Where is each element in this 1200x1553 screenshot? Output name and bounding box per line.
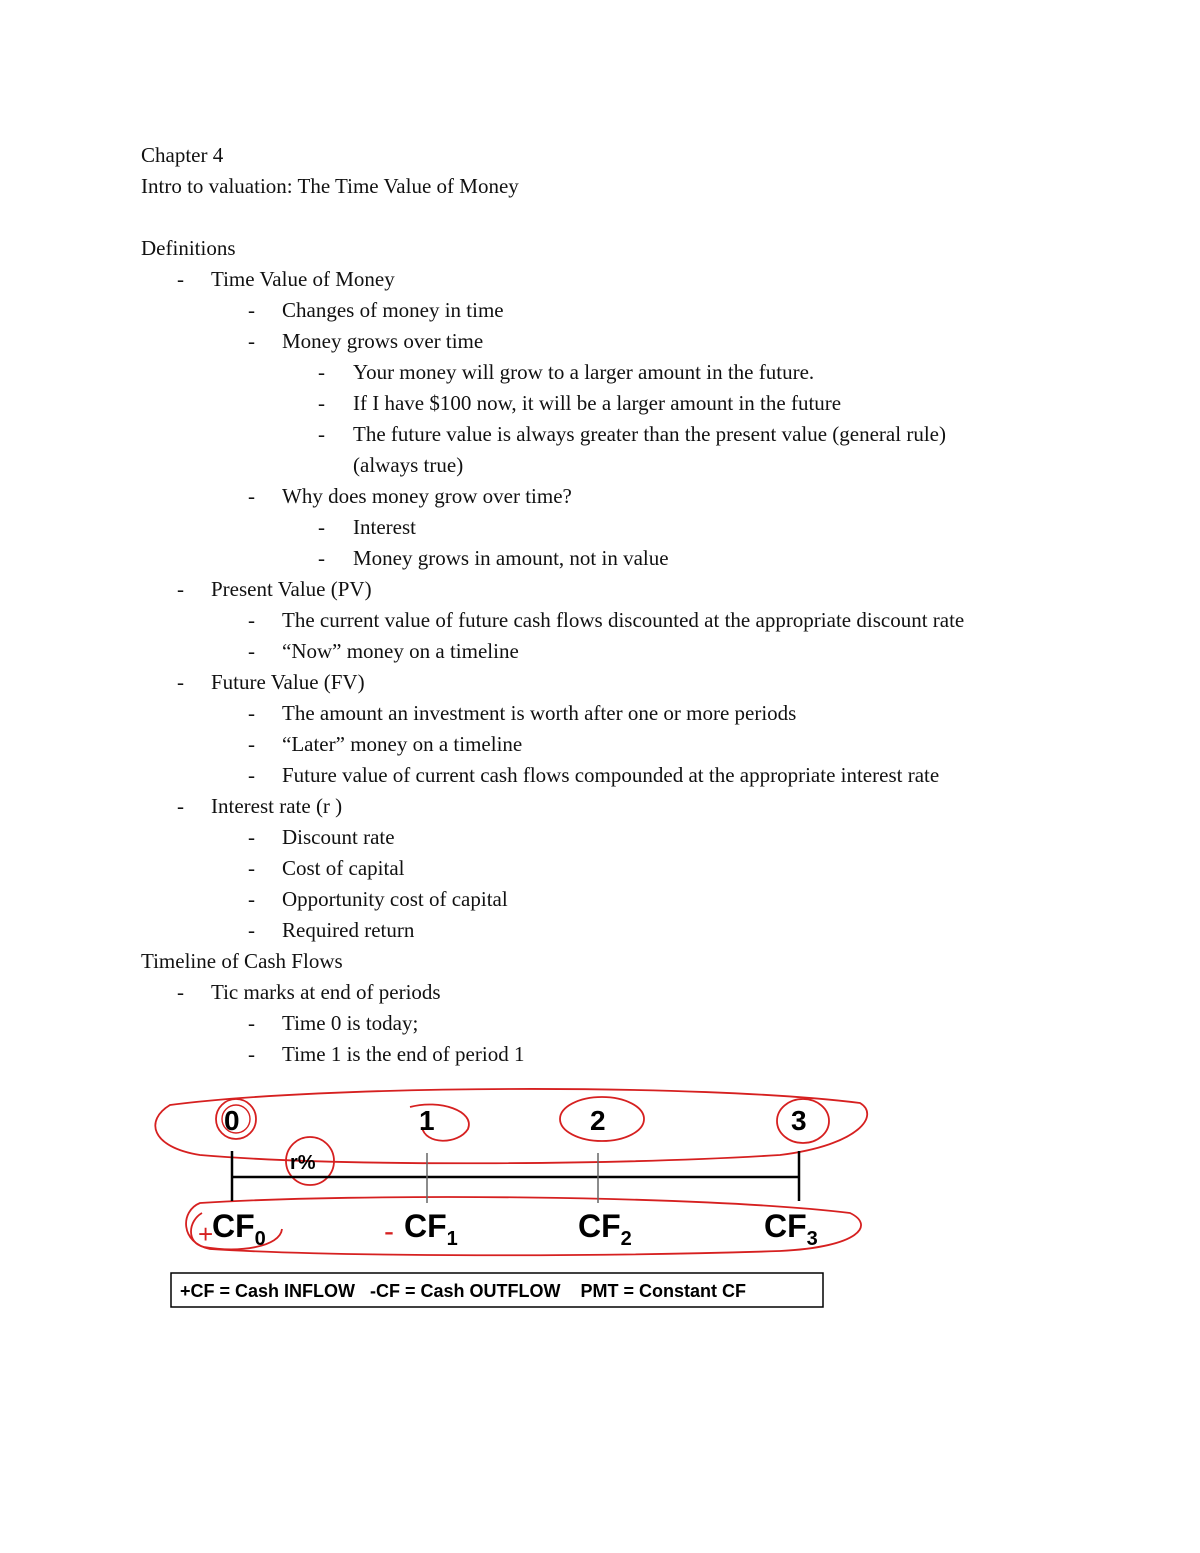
list-item — [141, 698, 1081, 729]
ink-plus-sign: + — [198, 1219, 214, 1249]
list-item — [141, 729, 1081, 760]
cash-flow-label — [578, 1208, 632, 1250]
cash-flow-timeline-diagram — [140, 1085, 880, 1345]
list-item-text: Time 1 is the end of period 1 — [282, 1042, 525, 1066]
list-item-text: “Later” money on a timeline — [282, 732, 523, 756]
list-item — [141, 636, 1081, 667]
cash-flow-label — [404, 1208, 458, 1250]
list-item-text: Required return — [282, 918, 415, 942]
bullet-dash: - — [248, 856, 255, 880]
list-item-text: Why does money grow over time? — [282, 484, 572, 508]
bullet-dash: - — [248, 825, 255, 849]
period-label: 0 — [224, 1105, 240, 1136]
list-item — [141, 450, 1081, 481]
cash-flow-subscript: 0 — [254, 1228, 266, 1250]
cash-flow-subscript: 1 — [446, 1228, 458, 1250]
list-item — [141, 481, 1081, 512]
timeline-list — [141, 977, 1081, 1070]
bullet-dash: - — [318, 360, 325, 384]
bullet-dash: - — [177, 980, 184, 1004]
notes-body — [141, 140, 1081, 1070]
list-item — [141, 915, 1081, 946]
cash-flow-base: CF — [404, 1208, 447, 1244]
bullet-dash: - — [248, 329, 255, 353]
list-item-text: The current value of future cash flows discounted at the appropriate discount rate — [282, 608, 965, 632]
list-item-text: Future value of current cash flows compounded at the appropriate interest rate — [282, 763, 940, 787]
definitions-heading: Definitions — [141, 236, 236, 260]
list-item-text: Tic marks at end of periods — [211, 980, 441, 1004]
cash-flow-subscript: 3 — [806, 1228, 818, 1250]
list-item-text: Interest rate (r ) — [211, 794, 343, 818]
list-item — [141, 977, 1081, 1008]
list-item-text: Money grows in amount, not in value — [353, 546, 669, 570]
list-item-text: If I have $100 now, it will be a larger amount in the future — [353, 391, 842, 415]
list-item — [141, 388, 1081, 419]
cash-flow-base: CF — [212, 1208, 255, 1244]
list-item-text: Money grows over time — [282, 329, 484, 353]
timeline-heading: Timeline of Cash Flows — [141, 949, 343, 973]
cash-flow-label — [764, 1208, 818, 1250]
bullet-dash: - — [248, 701, 255, 725]
list-item — [141, 791, 1081, 822]
list-item — [141, 760, 1081, 791]
list-item — [141, 543, 1081, 574]
ink-ellipse-cashflows — [186, 1197, 861, 1255]
ink-ellipse-periods — [155, 1089, 867, 1163]
bullet-dash: - — [248, 298, 255, 322]
bullet-dash: - — [248, 1011, 255, 1035]
bullet-dash: - — [177, 670, 184, 694]
period-label: 3 — [791, 1105, 807, 1136]
list-item-text: Present Value (PV) — [211, 577, 372, 601]
list-item-text: Time Value of Money — [211, 267, 395, 291]
chapter-label: Chapter 4 — [141, 143, 224, 167]
bullet-dash: - — [248, 639, 255, 663]
list-item — [141, 1008, 1081, 1039]
list-item-text: Discount rate — [282, 825, 395, 849]
bullet-dash: - — [318, 422, 325, 446]
bullet-dash: - — [248, 763, 255, 787]
list-item-text: Cost of capital — [282, 856, 405, 880]
list-item-text: Future Value (FV) — [211, 670, 365, 694]
list-item-text: Interest — [353, 515, 416, 539]
list-item — [141, 574, 1081, 605]
chapter-title: Intro to valuation: The Time Value of Money — [141, 174, 519, 198]
ink-minus-sign: - — [384, 1215, 394, 1248]
list-item-text: (always true) — [353, 453, 464, 477]
list-item — [141, 822, 1081, 853]
bullet-dash: - — [248, 484, 255, 508]
list-item — [141, 884, 1081, 915]
period-label: 2 — [590, 1105, 606, 1136]
list-item — [141, 512, 1081, 543]
cash-flow-subscript: 2 — [620, 1228, 632, 1250]
bullet-dash: - — [248, 918, 255, 942]
rate-label: r% — [290, 1152, 316, 1174]
list-item-text: “Now” money on a timeline — [282, 639, 519, 663]
list-item — [141, 357, 1081, 388]
bullet-dash: - — [177, 267, 184, 291]
bullet-dash: - — [318, 546, 325, 570]
list-item — [141, 326, 1081, 357]
list-item — [141, 1039, 1081, 1070]
definitions-list — [141, 264, 1081, 946]
bullet-dash: - — [177, 577, 184, 601]
list-item-text: Opportunity cost of capital — [282, 887, 508, 911]
list-item — [141, 264, 1081, 295]
bullet-dash: - — [248, 608, 255, 632]
cash-flow-label — [212, 1208, 266, 1250]
bullet-dash: - — [248, 1042, 255, 1066]
bullet-dash: - — [318, 391, 325, 415]
list-item-text: Your money will grow to a larger amount in the future. — [353, 360, 815, 384]
list-item — [141, 853, 1081, 884]
list-item-text: Time 0 is today; — [282, 1011, 419, 1035]
bullet-dash: - — [177, 794, 184, 818]
cash-flow-base: CF — [764, 1208, 807, 1244]
bullet-dash: - — [248, 887, 255, 911]
list-item-text: Changes of money in time — [282, 298, 504, 322]
legend-text: +CF = Cash INFLOW -CF = Cash OUTFLOW PMT = Constant CF — [180, 1281, 747, 1301]
cash-flow-base: CF — [578, 1208, 621, 1244]
list-item-text: The future value is always greater than the present value (general rule) — [353, 422, 946, 446]
list-item — [141, 667, 1081, 698]
list-item — [141, 295, 1081, 326]
bullet-dash: - — [248, 732, 255, 756]
list-item — [141, 605, 1081, 636]
bullet-dash: - — [318, 515, 325, 539]
list-item — [141, 419, 1081, 450]
period-label: 1 — [419, 1105, 435, 1136]
list-item-text: The amount an investment is worth after one or more periods — [282, 701, 797, 725]
